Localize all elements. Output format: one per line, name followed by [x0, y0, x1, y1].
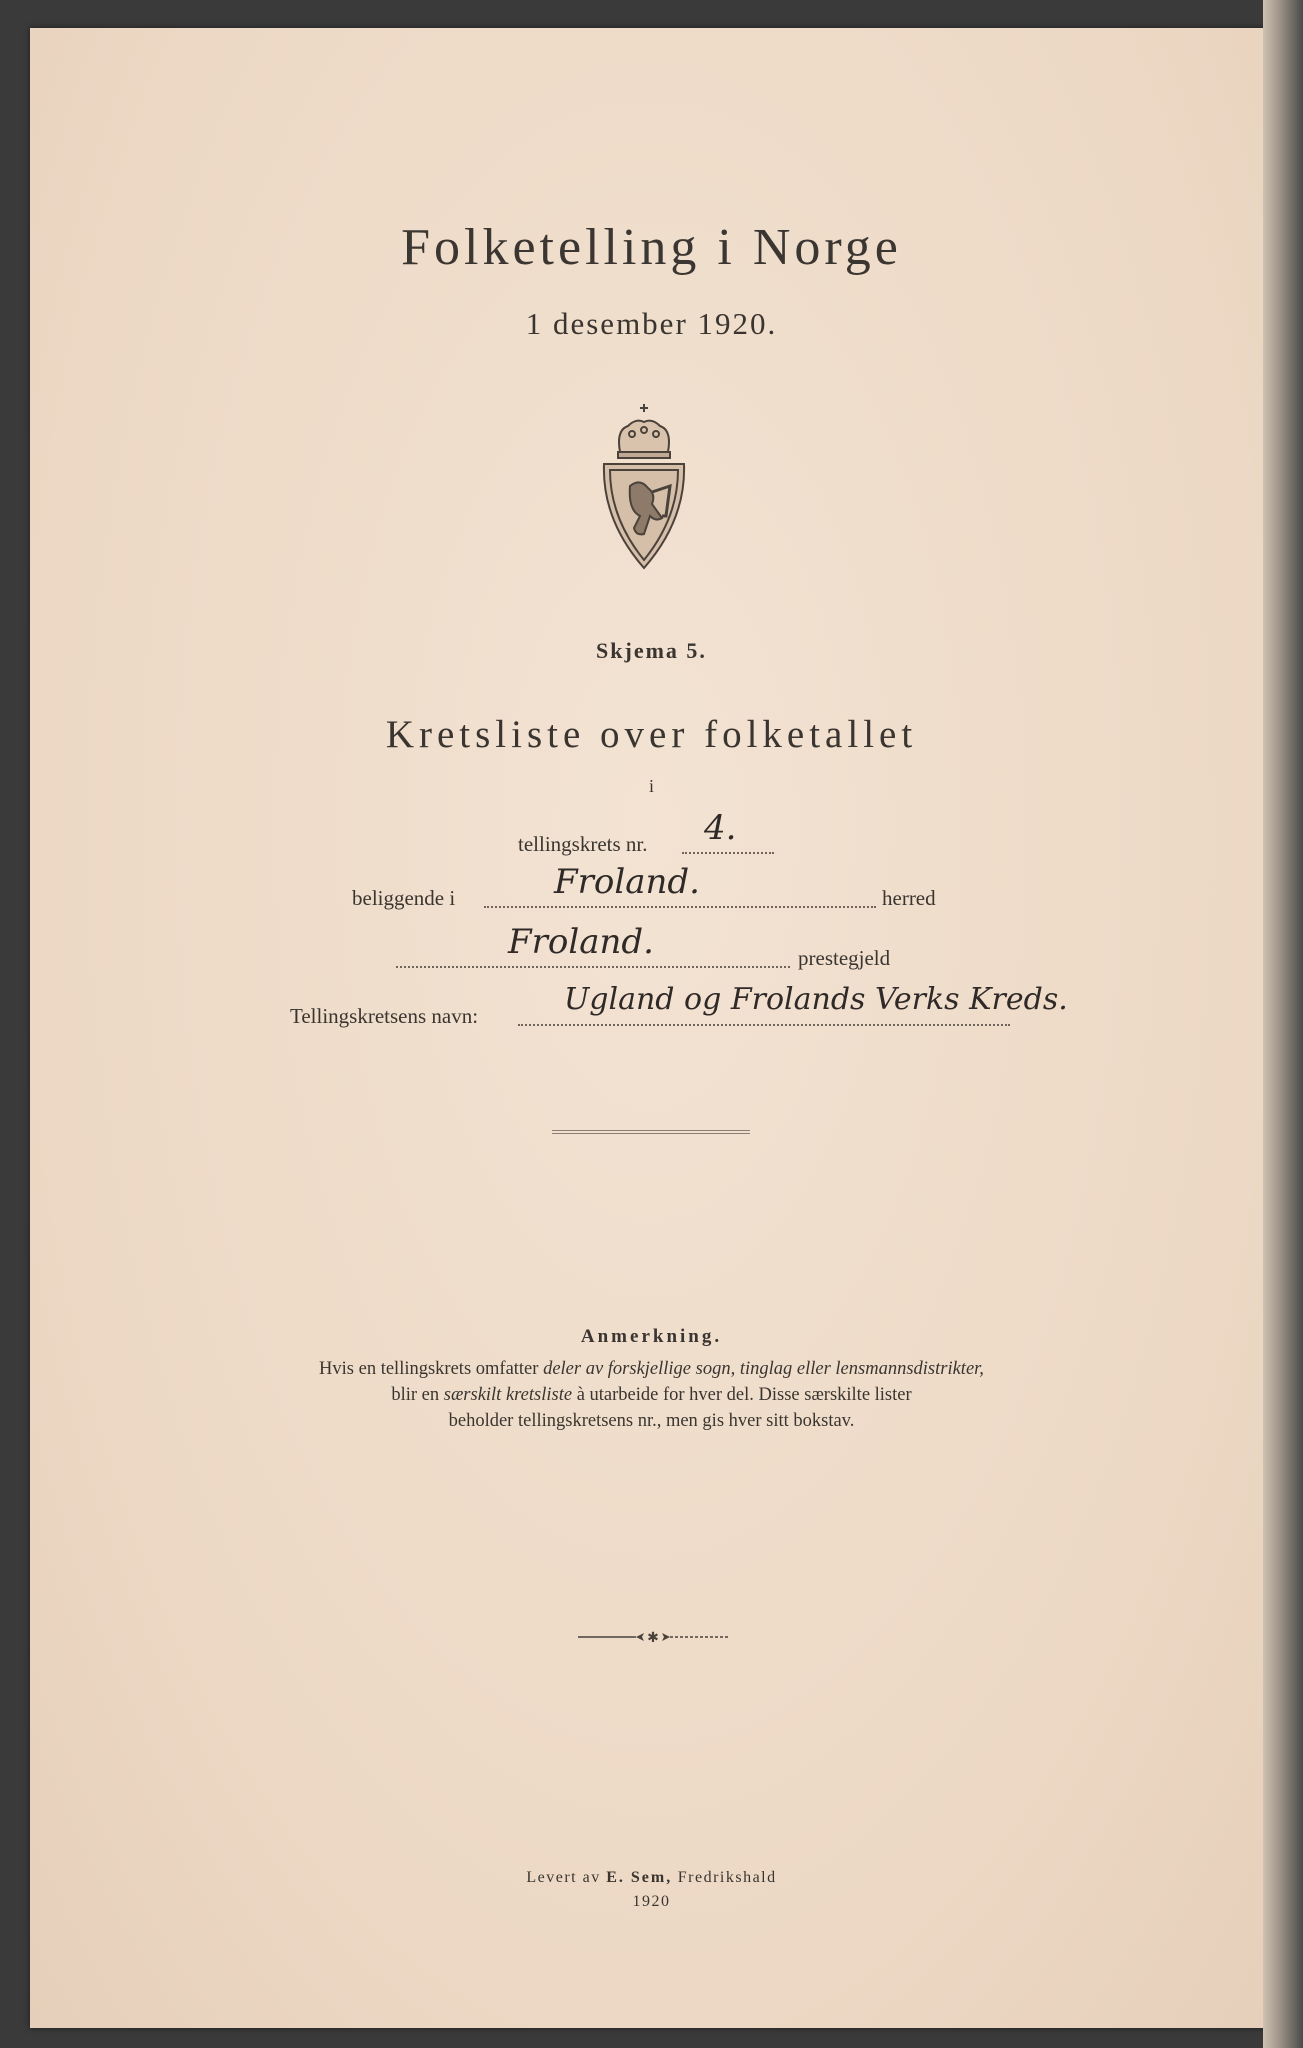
herred-label: herred: [882, 886, 936, 910]
krets-name-label: Tellingskretsens navn:: [290, 1004, 479, 1028]
tellingskrets-number-value: 4.: [704, 808, 737, 848]
note-emphasis: deler av forskjellige sogn, tinglag eller lensmannsdistrikter,: [543, 1359, 984, 1379]
schema-label: Skjema 5.: [596, 638, 707, 663]
prestegjeld-label: prestegjeld: [798, 946, 891, 970]
beliggende-label: beliggende i: [352, 886, 456, 910]
svg-text:✱: ✱: [647, 1630, 659, 1644]
connector-text: i: [648, 776, 654, 796]
note-text: Hvis en tellingskrets omfatter: [319, 1359, 544, 1379]
note-emphasis: særskilt kretsliste: [443, 1385, 573, 1405]
divider: [552, 1130, 750, 1134]
printer-line: [0, 1866, 1303, 1890]
note-text: blir en: [391, 1385, 444, 1405]
note-body: [0, 1356, 1303, 1434]
norwegian-coat-of-arms-icon: [596, 400, 692, 572]
note-line-3: beholder tellingskretsens nr., men gis hver sitt bokstav.: [448, 1411, 855, 1431]
herred-value: Froland.: [554, 862, 700, 902]
printer-prefix: Levert av: [526, 1869, 607, 1886]
printer-name: E. Sem,: [606, 1869, 673, 1886]
note-line-1: [0, 1356, 1303, 1382]
printer-year: 1920: [632, 1893, 671, 1910]
dotted-line: [484, 906, 876, 908]
printer-imprint: [0, 1866, 1303, 1914]
ornament-divider-icon: [578, 1630, 728, 1644]
note-text: à utarbeide for hver del. Disse særskilte lister: [572, 1385, 912, 1405]
printer-place: Fredrikshald: [672, 1869, 777, 1886]
dotted-line: [682, 852, 774, 854]
prestegjeld-value: Froland.: [508, 922, 654, 962]
note-line-2: [0, 1382, 1303, 1408]
tellingskrets-label: tellingskrets nr.: [518, 832, 648, 856]
document-date: 1 desember 1920.: [525, 306, 778, 341]
note-heading: Anmerkning.: [580, 1326, 723, 1347]
krets-name-value: Ugland og Frolands Verks Kreds.: [564, 982, 1068, 1017]
form-heading: Kretsliste over folketallet: [385, 713, 918, 756]
document-title: Folketelling i Norge: [401, 219, 902, 276]
dotted-line: [518, 1024, 1010, 1026]
dotted-line: [396, 966, 790, 968]
